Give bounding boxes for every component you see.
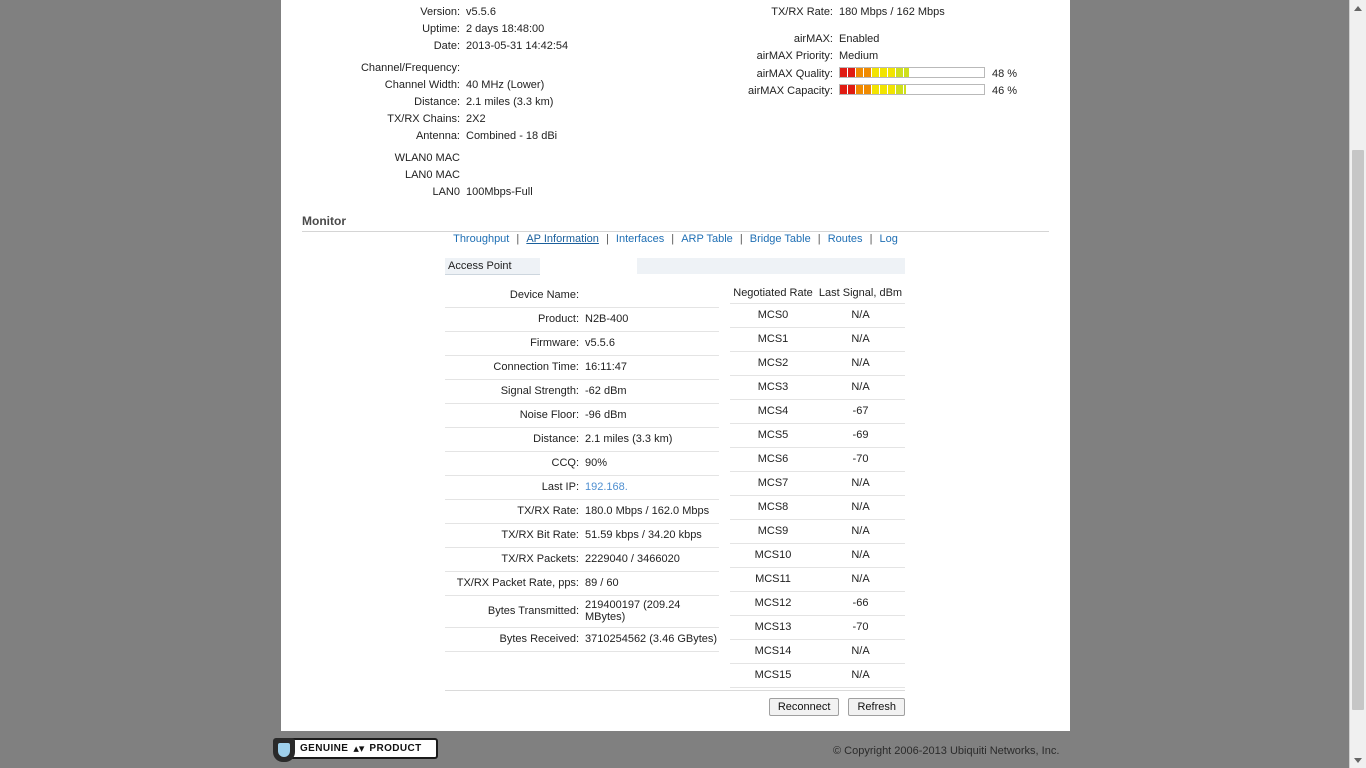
ap-info-value: 219400197 (209.24 MBytes): [585, 596, 719, 628]
menu-separator: |: [513, 233, 523, 245]
tab-access-point[interactable]: Access Point: [445, 258, 540, 275]
label-chains: TX/RX Chains:: [387, 113, 460, 125]
value-antenna: Combined - 18 dBi: [466, 130, 558, 142]
ubiquiti-logo-icon: ▴▾: [353, 743, 365, 755]
mcs-row: [730, 544, 905, 568]
mcs-rate-cell: MCS10: [730, 544, 816, 568]
ap-info-value: 16:11:47: [585, 356, 719, 380]
refresh-button[interactable]: Refresh: [848, 698, 905, 716]
meter-segment: [848, 85, 855, 94]
label-uptime: Uptime:: [422, 23, 460, 35]
ap-info-key: TX/RX Packets:: [445, 548, 585, 572]
mcs-signal-cell: -66: [816, 592, 905, 616]
label-distance: Distance:: [414, 96, 460, 108]
label-wlan0-mac: WLAN0 MAC: [394, 152, 460, 164]
mcs-rate-table: [730, 284, 905, 688]
mcs-signal-cell: N/A: [816, 352, 905, 376]
mcs-signal-cell: N/A: [816, 472, 905, 496]
value-lan0: 100Mbps-Full: [466, 186, 533, 198]
status-row-date: [302, 40, 568, 52]
mcs-rate-cell: MCS0: [730, 304, 816, 328]
label-airmax-capacity: airMAX Capacity:: [748, 85, 833, 97]
ap-info-value: v5.5.6: [585, 332, 719, 356]
status-row-lan0-mac: [302, 169, 466, 181]
ap-info-row: [445, 428, 719, 452]
mcs-row: [730, 400, 905, 424]
status-row-antenna: [302, 130, 557, 142]
mcs-signal-cell: -69: [816, 424, 905, 448]
mcs-header-row: [730, 284, 905, 304]
ap-info-row: [445, 476, 719, 500]
last-ip-link[interactable]: 192.168.: [585, 481, 628, 493]
mcs-rate-cell: MCS8: [730, 496, 816, 520]
ap-info-row: [445, 284, 719, 308]
tabstrip: [445, 258, 905, 274]
meter-segment: [888, 85, 895, 94]
mcs-rate-cell: MCS4: [730, 400, 816, 424]
value-txrx-rate: 180 Mbps / 162 Mbps: [839, 6, 945, 18]
monitor-menu[interactable]: [281, 233, 1070, 245]
mcs-row: [730, 592, 905, 616]
ap-info-key: Firmware:: [445, 332, 585, 356]
ap-info-row: [445, 548, 719, 572]
status-row-wlan0-mac: [302, 152, 466, 164]
panel-footer-divider: [445, 690, 905, 691]
status-row-channel-width: [302, 79, 544, 91]
ap-info-value[interactable]: [585, 476, 719, 500]
mcs-rate-cell: MCS11: [730, 568, 816, 592]
meter-segment: [840, 85, 847, 94]
ap-info-row: [445, 628, 719, 652]
monitor-menu-item-bridge-table[interactable]: Bridge Table: [749, 233, 811, 245]
mcs-rate-cell: MCS1: [730, 328, 816, 352]
meter-segment: [896, 68, 903, 77]
ap-info-key: Connection Time:: [445, 356, 585, 380]
reconnect-button[interactable]: Reconnect: [769, 698, 840, 716]
ap-info-value: 180.0 Mbps / 162.0 Mbps: [585, 500, 719, 524]
ap-info-row: [445, 332, 719, 356]
meter-segment: [904, 68, 909, 77]
label-lan0: LAN0: [432, 186, 460, 198]
monitor-menu-item-interfaces[interactable]: Interfaces: [615, 233, 665, 245]
mcs-row: [730, 568, 905, 592]
mcs-signal-cell: N/A: [816, 520, 905, 544]
value-airmax-priority: Medium: [839, 50, 879, 62]
status-row-airmax-capacity: [741, 84, 1017, 97]
ap-info-key: Noise Floor:: [445, 404, 585, 428]
mcs-rate-cell: MCS6: [730, 448, 816, 472]
mcs-signal-cell: -67: [816, 400, 905, 424]
meter-segment: [888, 68, 895, 77]
ap-info-value: -96 dBm: [585, 404, 719, 428]
mcs-signal-cell: N/A: [816, 304, 905, 328]
scroll-down-icon[interactable]: [1350, 752, 1366, 768]
mcs-rate-cell: MCS12: [730, 592, 816, 616]
status-row-airmax-priority: [741, 50, 878, 62]
mcs-rate-cell: MCS9: [730, 520, 816, 544]
status-row-channel-frequency: [302, 62, 466, 74]
bottom-bar: [0, 731, 1366, 768]
mcs-rate-cell: MCS15: [730, 664, 816, 688]
label-version: Version:: [420, 6, 460, 18]
ap-info-value: -62 dBm: [585, 380, 719, 404]
mcs-row: [730, 616, 905, 640]
monitor-menu-item-routes[interactable]: Routes: [827, 233, 863, 245]
ap-info-value: N2B-400: [585, 308, 719, 332]
scroll-up-icon[interactable]: [1350, 0, 1366, 16]
ap-info-key: CCQ:: [445, 452, 585, 476]
value-date: 2013-05-31 14:42:54: [466, 40, 569, 52]
ap-info-row: [445, 356, 719, 380]
menu-separator: |: [736, 233, 746, 245]
value-uptime: 2 days 18:48:00: [466, 23, 545, 35]
mcs-rate-cell: MCS3: [730, 376, 816, 400]
meter-segment: [864, 85, 871, 94]
monitor-menu-item-throughput[interactable]: Throughput: [453, 233, 510, 245]
value-airmax: Enabled: [839, 33, 880, 45]
label-antenna: Antenna:: [415, 130, 460, 142]
meter-segment: [872, 85, 879, 94]
mcs-row: [730, 472, 905, 496]
meter-segment: [896, 85, 903, 94]
status-row-lan0: [302, 186, 533, 198]
ap-info-row: [445, 572, 719, 596]
ap-info-table: [445, 284, 719, 652]
label-channel-width: Channel Width:: [384, 79, 460, 91]
meter-segment: [880, 85, 887, 94]
mcs-header-cell: Negotiated Rate: [730, 284, 816, 304]
ap-info-value: 2.1 miles (3.3 km): [585, 428, 719, 452]
status-row-airmax: [741, 33, 879, 45]
value-distance: 2.1 miles (3.3 km): [466, 96, 554, 108]
airmax-quality-meter: [839, 67, 985, 78]
mcs-row: [730, 448, 905, 472]
label-lan0-mac: LAN0 MAC: [404, 169, 460, 181]
menu-separator: |: [866, 233, 876, 245]
airmax-capacity-meter: [839, 84, 985, 95]
device-status-page: [281, 0, 1070, 731]
mcs-signal-cell: N/A: [816, 568, 905, 592]
ap-info-key: Signal Strength:: [445, 380, 585, 404]
tabstrip-filler: [637, 258, 905, 274]
monitor-section-title: Monitor: [302, 214, 346, 228]
ap-info-key: Bytes Received:: [445, 628, 585, 652]
ap-info-key: Last IP:: [445, 476, 585, 500]
label-airmax-priority: airMAX Priority:: [756, 50, 833, 62]
ap-info-row: [445, 500, 719, 524]
meter-segment: [848, 68, 855, 77]
mcs-signal-cell: N/A: [816, 664, 905, 688]
airmax-quality-percent: 48 %: [992, 68, 1018, 80]
status-row-txrx-rate: [741, 6, 945, 18]
ap-info-key: TX/RX Bit Rate:: [445, 524, 585, 548]
mcs-rate-cell: MCS14: [730, 640, 816, 664]
ap-info-key: TX/RX Packet Rate, pps:: [445, 572, 585, 596]
ap-info-row: [445, 452, 719, 476]
mcs-signal-cell: -70: [816, 616, 905, 640]
shield-icon: [273, 738, 295, 762]
ap-info-key: TX/RX Rate:: [445, 500, 585, 524]
monitor-menu-item-arp-table[interactable]: ARP Table: [681, 233, 733, 245]
panel-button-row: [445, 698, 905, 716]
mcs-row: [730, 376, 905, 400]
vertical-scrollbar[interactable]: [1349, 0, 1366, 768]
value-channel-width: 40 MHz (Lower): [466, 79, 545, 91]
status-row-chains: [302, 113, 486, 125]
mcs-row: [730, 304, 905, 328]
mcs-row: [730, 520, 905, 544]
ap-info-value: 90%: [585, 452, 719, 476]
value-version: v5.5.6: [466, 6, 496, 18]
monitor-menu-item-ap-information[interactable]: AP Information: [526, 233, 599, 245]
menu-separator: |: [814, 233, 824, 245]
meter-segment: [904, 85, 906, 94]
label-date: Date:: [433, 40, 460, 52]
monitor-menu-item-log[interactable]: Log: [879, 233, 898, 245]
mcs-rate-cell: MCS13: [730, 616, 816, 640]
meter-segment: [880, 68, 887, 77]
copyright-text: © Copyright 2006-2013 Ubiquiti Networks, Inc.: [833, 745, 1060, 757]
meter-segment: [840, 68, 847, 77]
access-point-panel: [445, 258, 905, 274]
ap-info-row: [445, 596, 719, 628]
mcs-signal-cell: -70: [816, 448, 905, 472]
mcs-rate-cell: MCS2: [730, 352, 816, 376]
status-row-version: [302, 6, 496, 18]
genuine-product-badge: [280, 738, 438, 759]
label-channel-frequency: Channel/Frequency:: [360, 62, 460, 74]
status-summary: [281, 0, 1070, 212]
ap-info-key: Distance:: [445, 428, 585, 452]
mcs-signal-cell: N/A: [816, 328, 905, 352]
ap-info-value: 51.59 kbps / 34.20 kbps: [585, 524, 719, 548]
meter-segment: [856, 68, 863, 77]
ap-info-value: 89 / 60: [585, 572, 719, 596]
label-txrx-rate: TX/RX Rate:: [771, 6, 833, 18]
mcs-signal-cell: N/A: [816, 640, 905, 664]
mcs-row: [730, 328, 905, 352]
ap-info-value: 3710254562 (3.46 GBytes): [585, 628, 719, 652]
monitor-divider: [302, 231, 1049, 232]
status-row-distance: [302, 96, 553, 108]
meter-segment: [872, 68, 879, 77]
ap-info-row: [445, 308, 719, 332]
mcs-row: [730, 640, 905, 664]
ap-info-row: [445, 404, 719, 428]
menu-separator: |: [602, 233, 612, 245]
ap-info-key: Bytes Transmitted:: [445, 596, 585, 628]
meter-segment: [856, 85, 863, 94]
status-row-airmax-quality: [741, 67, 1017, 80]
label-airmax: airMAX:: [793, 33, 833, 45]
badge-suffix-label: PRODUCT: [369, 743, 422, 754]
menu-separator: |: [668, 233, 678, 245]
ap-info-value: [585, 284, 719, 308]
mcs-row: [730, 664, 905, 688]
scrollbar-thumb[interactable]: [1352, 150, 1364, 710]
mcs-header-cell: Last Signal, dBm: [816, 284, 905, 304]
mcs-signal-cell: N/A: [816, 544, 905, 568]
ap-info-value: 2229040 / 3466020: [585, 548, 719, 572]
ap-info-row: [445, 380, 719, 404]
mcs-row: [730, 352, 905, 376]
ap-information-tables: [445, 284, 905, 681]
mcs-row: [730, 424, 905, 448]
ap-info-key: Product:: [445, 308, 585, 332]
badge-label: GENUINE: [300, 743, 349, 754]
mcs-signal-cell: N/A: [816, 496, 905, 520]
ap-info-row: [445, 524, 719, 548]
value-chains: 2X2: [466, 113, 486, 125]
status-row-uptime: [302, 23, 544, 35]
mcs-row: [730, 496, 905, 520]
mcs-rate-cell: MCS5: [730, 424, 816, 448]
airmax-capacity-percent: 46 %: [992, 85, 1018, 97]
ap-info-key: Device Name:: [445, 284, 585, 308]
meter-segment: [864, 68, 871, 77]
mcs-rate-cell: MCS7: [730, 472, 816, 496]
mcs-signal-cell: N/A: [816, 376, 905, 400]
label-airmax-quality: airMAX Quality:: [756, 68, 833, 80]
